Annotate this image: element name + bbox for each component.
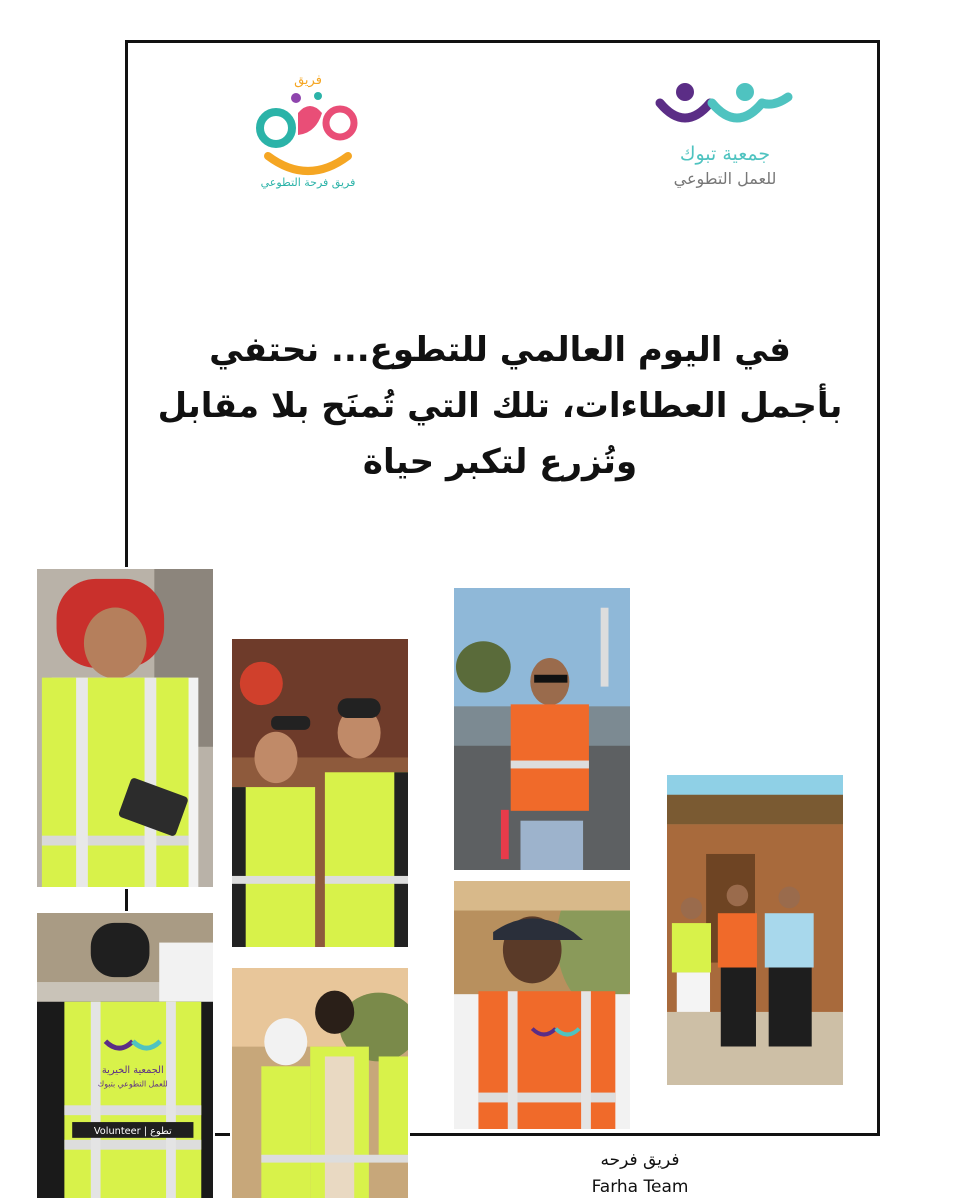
vest-back-text: Volunteer | تطوع — [93, 1125, 172, 1137]
credit-arabic: فريق فرحه — [600, 1150, 680, 1170]
photo-volunteer-shemagh-tablet — [35, 567, 215, 889]
photo-orange-vest-thumbs-up — [452, 586, 632, 872]
headline-line-1: في اليوم العالمي للتطوع... نحتفي — [209, 330, 791, 370]
farha-logo-bottom-text: فريق فرحة التطوعي — [260, 176, 356, 189]
tabuk-logo-graphic — [650, 78, 800, 193]
vest-logo-subtext: للعمل التطوعي بتبوك — [97, 1079, 168, 1089]
photo-volunteer-back-vest — [35, 911, 215, 1200]
vest-logo-text: الجمعية الخيرية — [101, 1064, 164, 1076]
tabuk-logo-line1: جمعية تبوك — [679, 143, 771, 165]
headline-line-3: وتُزرع لتكبر حياة — [362, 442, 638, 482]
photo-two-volunteers — [230, 637, 410, 949]
photo-three-volunteers-building — [665, 773, 845, 1087]
farha-logo-top-text: فريق — [294, 73, 322, 88]
photo-volunteers-group-outdoor — [230, 966, 410, 1200]
headline-line-2: بأجمل العطاءات، تلك التي تُمنَح بلا مقابل — [157, 386, 843, 426]
tabuk-logo-line2: للعمل التطوعي — [673, 169, 777, 188]
farha-logo-graphic — [248, 68, 368, 198]
tabuk-association-logo — [650, 78, 800, 193]
credit-english: Farha Team — [591, 1177, 689, 1197]
photo-orange-vest-back — [452, 879, 632, 1131]
headline — [150, 322, 850, 490]
farha-team-logo — [248, 68, 368, 198]
